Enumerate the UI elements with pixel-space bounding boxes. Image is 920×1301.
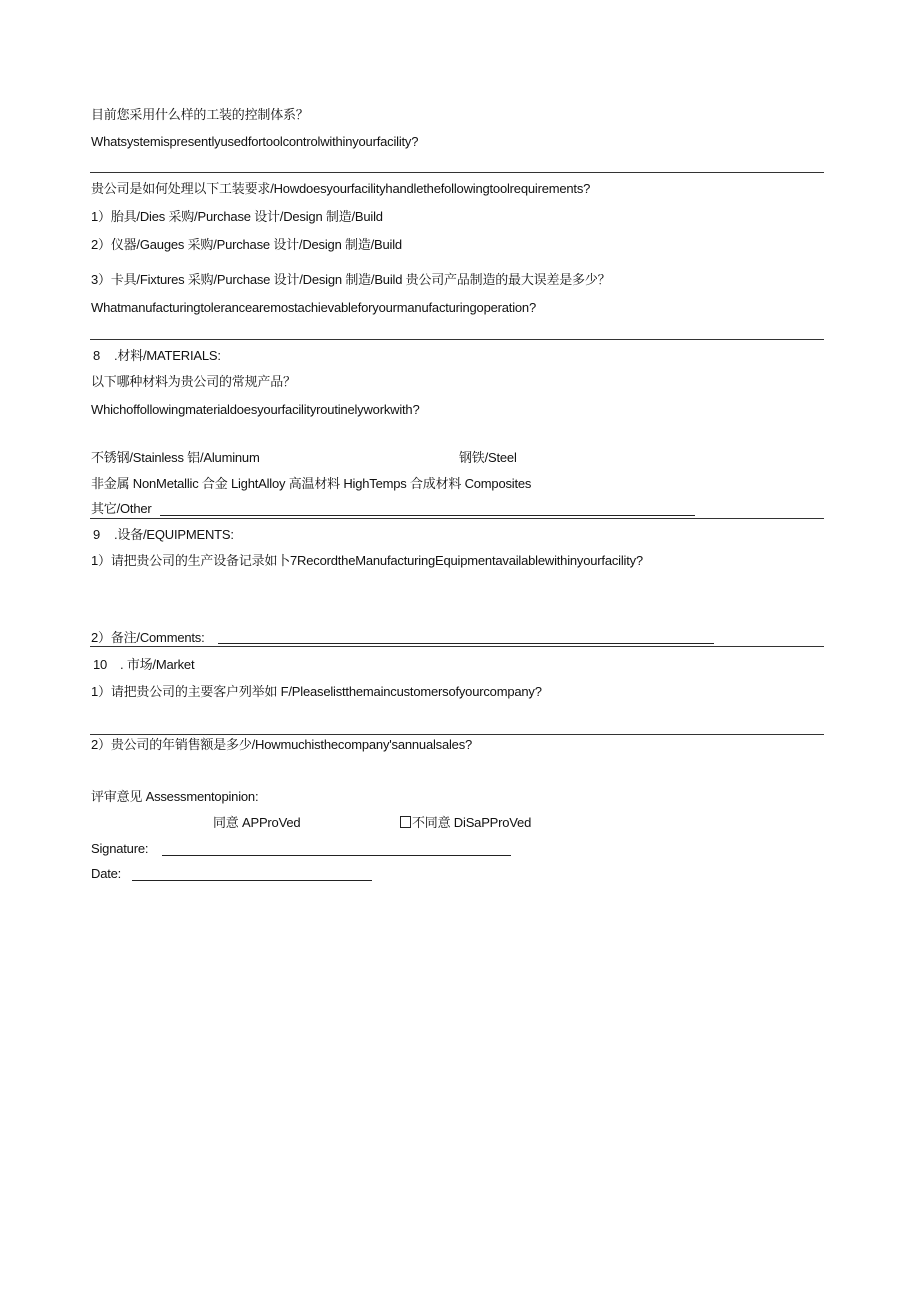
market-section-heading: . 市场/Market (120, 657, 195, 672)
materials-question-cn: 以下哪种材料为贵公司的常规产品？ (91, 374, 296, 389)
equipments-item-1: 1）请把贵公司的生产设备记录如卜7RecordtheManufacturingEquipmentavailablewithinyourfacility? (91, 553, 643, 568)
disapproved-label: 不同意 DiSaPProVed (412, 815, 532, 830)
tool-item-dies: 1）胎具/Dies 采购/Purchase 设计/Design 制造/Build (91, 209, 383, 224)
assessment-opinion-label: 评审意见 Assessmentopinion: (91, 789, 259, 804)
divider (90, 646, 824, 647)
materials-other-label: 其它/Other (91, 501, 152, 516)
materials-row-other-types: 非金属 NonMetallic 合金 LightAlloy 高温材料 HighTemps 合成材料 Composites (91, 476, 532, 491)
date-label: Date: (91, 866, 122, 881)
disapproved-option[interactable] (400, 815, 531, 831)
equipments-section-number: 9 (93, 527, 101, 542)
materials-section-number: 8 (93, 348, 101, 363)
divider (90, 734, 824, 735)
equipments-comments-label: 2）备注/Comments: (91, 630, 205, 645)
tooling-question-en: Whatsystemispresentlyusedfortoolcontrolwithinyourfacility? (91, 134, 419, 149)
tooling-question-cn: 目前您采用什么样的工装的控制体系？ (91, 107, 309, 122)
materials-question-en: Whichoffollowingmaterialdoesyourfacilityroutinelyworkwith? (91, 402, 420, 417)
market-section-number: 10 (93, 657, 108, 672)
materials-other-input-line[interactable] (160, 515, 695, 516)
materials-row-metals: 不锈钢/Stainless 铝/Aluminum (91, 450, 260, 465)
equipments-section-heading: .设备/EQUIPMENTS: (114, 527, 234, 542)
tool-item-fixtures: 3）卡具/Fixtures 采购/Purchase 设计/Design 制造/Build 贵公司产品制造的最大误差是多少？ (91, 272, 611, 287)
market-item-customers: 1）请把贵公司的主要客户列举如 F/Pleaselistthemaincustomersofyourcompany? (91, 684, 542, 699)
approved-option[interactable]: 同意 APProVed (213, 815, 301, 830)
materials-section-heading: .材料/MATERIALS: (114, 348, 221, 363)
checkbox-icon[interactable] (400, 816, 411, 828)
divider (90, 518, 824, 519)
comments-input-line[interactable] (218, 643, 714, 644)
tool-item-gauges: 2）仪器/Gauges 采购/Purchase 设计/Design 制造/Build (91, 237, 402, 252)
materials-steel-option: 钢铁/Steel (459, 450, 517, 465)
divider (90, 172, 824, 173)
signature-input-line[interactable] (162, 855, 511, 856)
divider (90, 339, 824, 340)
signature-label: Signature: (91, 841, 149, 856)
tool-requirements-question: 贵公司是如何处理以下工装要求/Howdoesyourfacilityhandlethefollowingtoolrequirements? (91, 181, 591, 196)
market-item-annual-sales: 2）贵公司的年销售额是多少/Howmuchisthecompany'sannualsales? (91, 737, 473, 752)
tolerance-question-en: Whatmanufacturingtolerancearemostachievableforyourmanufacturingoperation? (91, 300, 536, 315)
date-input-line[interactable] (132, 880, 372, 881)
